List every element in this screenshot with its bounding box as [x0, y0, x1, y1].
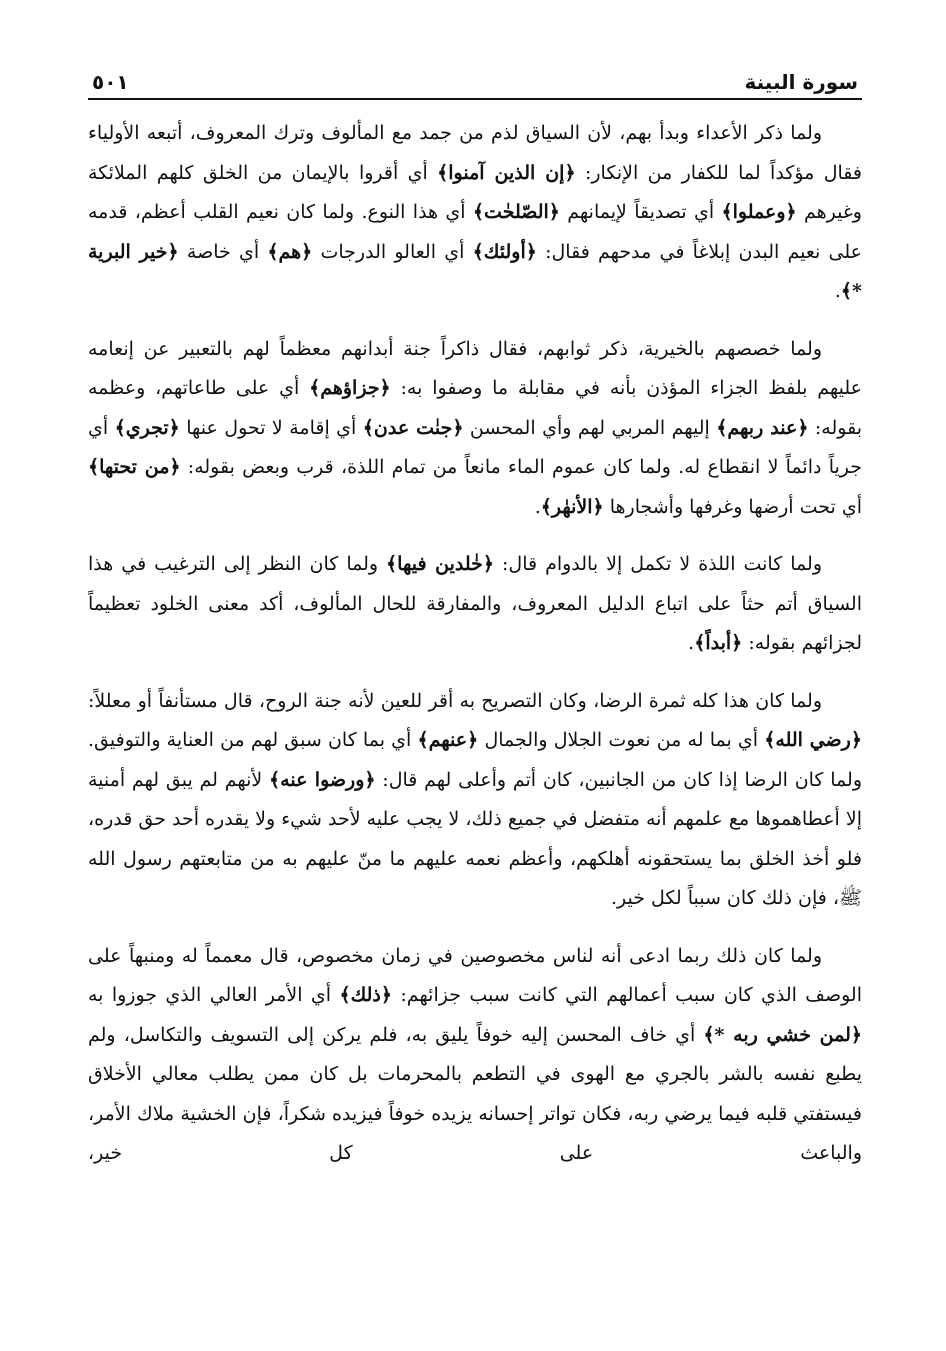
paragraph — [88, 114, 862, 312]
commentary-text: أي خاف المحسن إليه خوفاً يليق به، فلم يركن إلى التسويف والتكاسل، ولم يطبع نفسه بالشر بالجري مع الهوى في التطعم بالمحرمات بل كان ممن يطلب معالي الأخلاق فيستفتي قلبه فيما يرضي ربه، فكان تواتر إحسانه يزيده خوفاً فيزيده شكراً، فإن الخشية ملاك الأمر، والباعث على كل خير، — [88, 1023, 862, 1164]
quran-quote: ﴿لمن خشي ربه *﴾ — [703, 1023, 862, 1046]
quran-quote: ﴿أبداً﴾ — [694, 632, 743, 654]
commentary-text: ولما كان هذا كله ثمرة الرضا، وكان التصريح به أقر للعين لأنه جنة الروح، قال مستأنفاً أو معللاً: — [88, 689, 822, 712]
commentary-text: ولما كان النظر إلى الترغيب في هذا السياق أتم حثاً على اتباع الدليل المعروف، والمفارقة للحال المألوف، أكد معنى الخلود تعظيماً لجزائهم بقوله: — [88, 553, 862, 654]
commentary-text: أي هذا النوع. ولما كان نعيم القلب أعظم، قدمه على نعيم البدن إبلاغاً في مدحهم فقال: — [88, 201, 863, 263]
commentary-text: لأنهم لم يبق لهم أمنية إلا أعطاهموها مع علمهم أنه متفضل في جميع ذلك، لا يجب عليه لأحد شيء ولا يقدره أحد حق قدره، فلو أخذ الخلق بما يستحقونه أهلكهم، وأعظم نعمه عليهم ما منّ عليهم به من متابعتهم رسول الله ﷺ، فإن ذلك كان سبباً لكل خير. — [88, 768, 862, 909]
commentary-text: أي خاصة — [178, 240, 268, 263]
quran-quote: ﴿ورضوا عنه﴾ — [269, 768, 376, 791]
paragraph — [88, 330, 862, 528]
quran-quote: ﴿من تحتها﴾ — [88, 456, 181, 478]
commentary-text: أي العالو الدرجات — [312, 240, 473, 263]
commentary-text: أي بما له من نعوت الجلال والجمال — [478, 729, 765, 751]
quran-quote: ﴿جنٰت عدن﴾ — [362, 416, 464, 439]
commentary-text: ولما كانت اللذة لا تكمل إلا بالدوام قال: — [494, 553, 822, 575]
surah-title: سورة البينة — [744, 70, 858, 94]
commentary-text: . — [688, 632, 695, 654]
quran-quote: ﴿أولئك﴾ — [472, 240, 537, 263]
paragraph — [88, 545, 862, 664]
commentary-text: . — [834, 280, 841, 302]
quran-quote: ﴿خٰلدين فيها﴾ — [386, 553, 495, 575]
quran-quote: ﴿ذلك﴾ — [339, 984, 392, 1006]
page-number: ٥٠١ — [92, 70, 129, 94]
quran-quote: ﴿الأنهٰر﴾ — [540, 495, 604, 518]
commentary-text: ولما خصصهم بالخيرية، ذكر ثوابهم، فقال ذاكراً جنة أبدانهم معظماً لهم بالتعبير عن إنعامه عليهم بلفظ الجزاء المؤذن بأنه في مقابلة ما وصفوا به: — [88, 337, 862, 399]
commentary-text: ولما كان ذلك ربما ادعى أنه لناس مخصوصين في زمان مخصوص، قال معمماً له ومنبهاً على الوصف الذي كان سبب أعمالهم التي كانت سبب جزائهم: — [88, 944, 862, 1006]
paragraph — [88, 682, 862, 919]
quran-quote: ﴿رضي الله﴾ — [764, 729, 862, 751]
commentary-text: . — [534, 495, 541, 518]
commentary-text: أي إقامة لا تحول عنها — [179, 416, 363, 439]
quran-quote: ﴿تجري﴾ — [114, 416, 180, 439]
commentary-text: أي أقروا بالإيمان من الخلق كلهم الملائكة وغيرهم — [88, 161, 862, 223]
commentary-text: أي جرياً دائماً لا انقطاع له. ولما كان عموم الماء مانعاً من تمام اللذة، قرب وبعض بقوله: — [88, 416, 862, 478]
commentary-text: أي تحت أرضها وغرفها وأشجارها — [603, 495, 862, 518]
commentary-text: أي على طاعاتهم، وعظمه بقوله: — [88, 377, 862, 439]
page-header — [88, 62, 862, 100]
quran-quote: ﴿خير البرية *﴾ — [88, 240, 862, 302]
commentary-text: أي تصديقاً لإيمانهم — [559, 201, 722, 223]
commentary-text: إليهم المربي لهم وأي المحسن — [463, 416, 717, 439]
paragraph — [88, 937, 862, 1174]
commentary-text: أي بما كان سبق لهم من العناية والتوفيق. ولما كان الرضا إذا كان من الجانبين، كان أتم وأعلى لهم قال: — [88, 729, 863, 791]
quran-quote: ﴿عند ربهم﴾ — [716, 416, 809, 439]
commentary-text: ولما ذكر الأعداء وبدأ بهم، لأن السياق لذم من جمد مع المألوف وترك المعروف، أتبعه الأولياء فقال مؤكداً لما للكفار من الإنكار: — [88, 122, 862, 184]
quran-quote: ﴿إن الذين آمنوا﴾ — [437, 161, 576, 184]
quran-quote: ﴿هم﴾ — [267, 240, 313, 263]
commentary-text: أي الأمر العالي الذي جوزوا به — [88, 984, 340, 1006]
page-body — [88, 114, 862, 1174]
quran-quote: ﴿عنهم﴾ — [417, 729, 479, 751]
quran-quote: ﴿وعملوا﴾ — [721, 201, 797, 223]
quran-quote: ﴿جزاؤهم﴾ — [309, 377, 391, 399]
book-page — [88, 62, 862, 1332]
quran-quote: ﴿الصّلحٰت﴾ — [472, 201, 560, 223]
